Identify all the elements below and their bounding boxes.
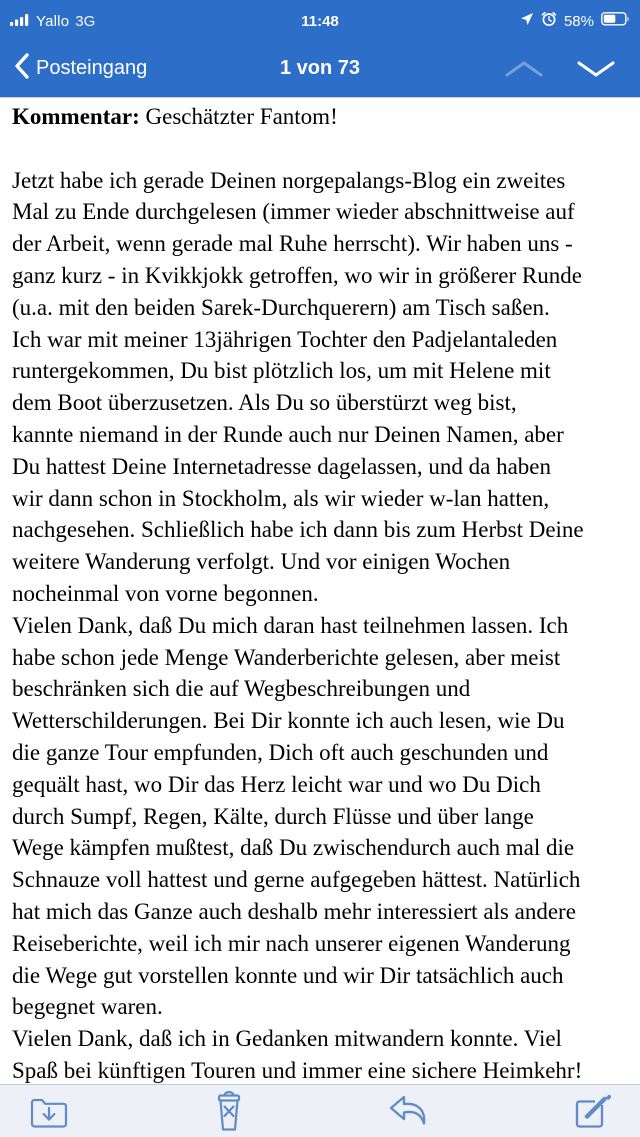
email-greeting: Geschätzter Fantom! xyxy=(145,104,338,129)
archive-folder-down-icon xyxy=(28,1094,70,1128)
message-counter-title: 1 von 73 xyxy=(279,57,361,79)
email-body-line: beschränken sich die auf Wegbeschreibungen und xyxy=(12,676,471,702)
email-body-line: runtergekommen, Du bist plötzlich los, um mit Helene mit xyxy=(12,358,551,384)
next-message-button[interactable] xyxy=(574,58,618,80)
archive-button[interactable] xyxy=(28,1094,70,1128)
reply-button[interactable] xyxy=(387,1092,431,1130)
chevron-up-icon xyxy=(504,66,544,81)
email-body-line: durch Sumpf, Regen, Kälte, durch Flüsse und über lange xyxy=(12,803,534,829)
email-body-line: nocheinmal von vorne begonnen. xyxy=(12,580,319,606)
email-body-line: kannte niemand in der Runde auch nur Deinen Namen, aber xyxy=(12,421,564,447)
email-body xyxy=(0,98,640,1084)
email-body-line: dem Boot überzusetzen. Als Du so überstürzt weg bist, xyxy=(12,390,517,416)
email-body-line: Wege kämpfen mußtest, daß Du zwischendurch auch mal die xyxy=(12,835,575,861)
compose-button[interactable] xyxy=(572,1091,612,1131)
email-body-line: Mal zu Ende durchgelesen (immer wieder abschnittweise auf xyxy=(12,199,575,225)
email-body-line: der Arbeit, wenn gerade mal Ruhe herrscht). Wir haben uns - xyxy=(12,231,573,257)
email-body-line: Ich war mit meiner 13jährigen Tochter den Padjelantaleden xyxy=(12,326,558,352)
status-bar-left xyxy=(10,13,95,30)
email-comment-line xyxy=(12,101,628,133)
email-body-line: Schnauze voll hattest und gerne aufgegeben hättest. Natürlich xyxy=(12,867,581,893)
previous-message-button[interactable] xyxy=(502,58,546,80)
email-body-line: nachgesehen. Schließlich habe ich dann bis zum Herbst Deine xyxy=(12,517,584,543)
email-body-line: Wetterschilderungen. Bei Dir konnte ich auch lesen, wie Du xyxy=(12,708,565,734)
email-body-line: Spaß bei künftigen Touren und immer eine sichere Heimkehr! xyxy=(12,1057,583,1083)
nav-bar xyxy=(0,40,640,97)
email-body-lines xyxy=(12,133,628,1084)
status-bar xyxy=(0,0,640,40)
location-arrow-icon xyxy=(520,12,534,30)
chevron-left-icon xyxy=(14,53,29,85)
reply-arrow-icon xyxy=(387,1092,431,1130)
delete-button[interactable] xyxy=(211,1089,247,1133)
battery-icon xyxy=(601,12,630,30)
email-body-line: ganz kurz - in Kvikkjokk getroffen, wo wir in größerer Runde xyxy=(12,262,582,288)
back-button[interactable] xyxy=(14,53,147,85)
chevron-down-icon xyxy=(576,66,616,81)
status-clock: 11:48 xyxy=(301,12,339,30)
email-body-line: hat mich das Ganze auch deshalb mehr interessiert als andere xyxy=(12,898,576,924)
back-button-label: Posteingang xyxy=(36,57,148,79)
email-body-line: begegnet waren. xyxy=(12,994,163,1020)
email-body-line: die Wege gut vorstellen konnte und wir Dir tatsächlich auch xyxy=(12,962,564,988)
email-body-line xyxy=(12,133,628,165)
header xyxy=(0,0,640,98)
email-body-line: Reiseberichte, weil ich mir nach unserer eigenen Wanderung xyxy=(12,930,571,956)
email-body-line: Jetzt habe ich gerade Deinen norgepalangs-Blog ein zweites xyxy=(12,167,566,193)
email-body-line: Vielen Dank, daß ich in Gedanken mitwandern konnte. Viel xyxy=(12,1026,562,1052)
bottom-toolbar xyxy=(0,1084,640,1137)
status-bar-right xyxy=(520,11,630,31)
email-body-line: Du hattest Deine Internetadresse dagelassen, und da haben xyxy=(12,453,552,479)
battery-percent-label: 58% xyxy=(563,12,594,30)
email-body-line: (u.a. mit den beiden Sarek-Durchquerern) am Tisch saßen. xyxy=(12,294,550,320)
compose-icon xyxy=(572,1091,612,1131)
email-body-line: habe schon jede Menge Wanderberichte gelesen, aber meist xyxy=(12,644,561,670)
email-body-line: weitere Wanderung verfolgt. Und vor einigen Wochen xyxy=(12,549,511,575)
network-type-label: 3G xyxy=(75,12,96,30)
message-nav-arrows xyxy=(502,58,626,80)
trash-icon xyxy=(211,1089,247,1133)
email-body-line: gequält hast, wo Dir das Herz leicht war und wo Du Dich xyxy=(12,771,541,797)
signal-strength-icon xyxy=(10,13,30,30)
email-body-line: wir dann schon in Stockholm, als wir wieder w-lan hatten, xyxy=(12,485,550,511)
alarm-clock-icon xyxy=(541,11,557,31)
carrier-label: Yallo xyxy=(36,12,70,30)
comment-label: Kommentar: xyxy=(12,104,140,129)
email-body-line: die ganze Tour empfunden, Dich oft auch geschunden und xyxy=(12,739,549,765)
email-body-line: Vielen Dank, daß Du mich daran hast teilnehmen lassen. Ich xyxy=(12,612,569,638)
